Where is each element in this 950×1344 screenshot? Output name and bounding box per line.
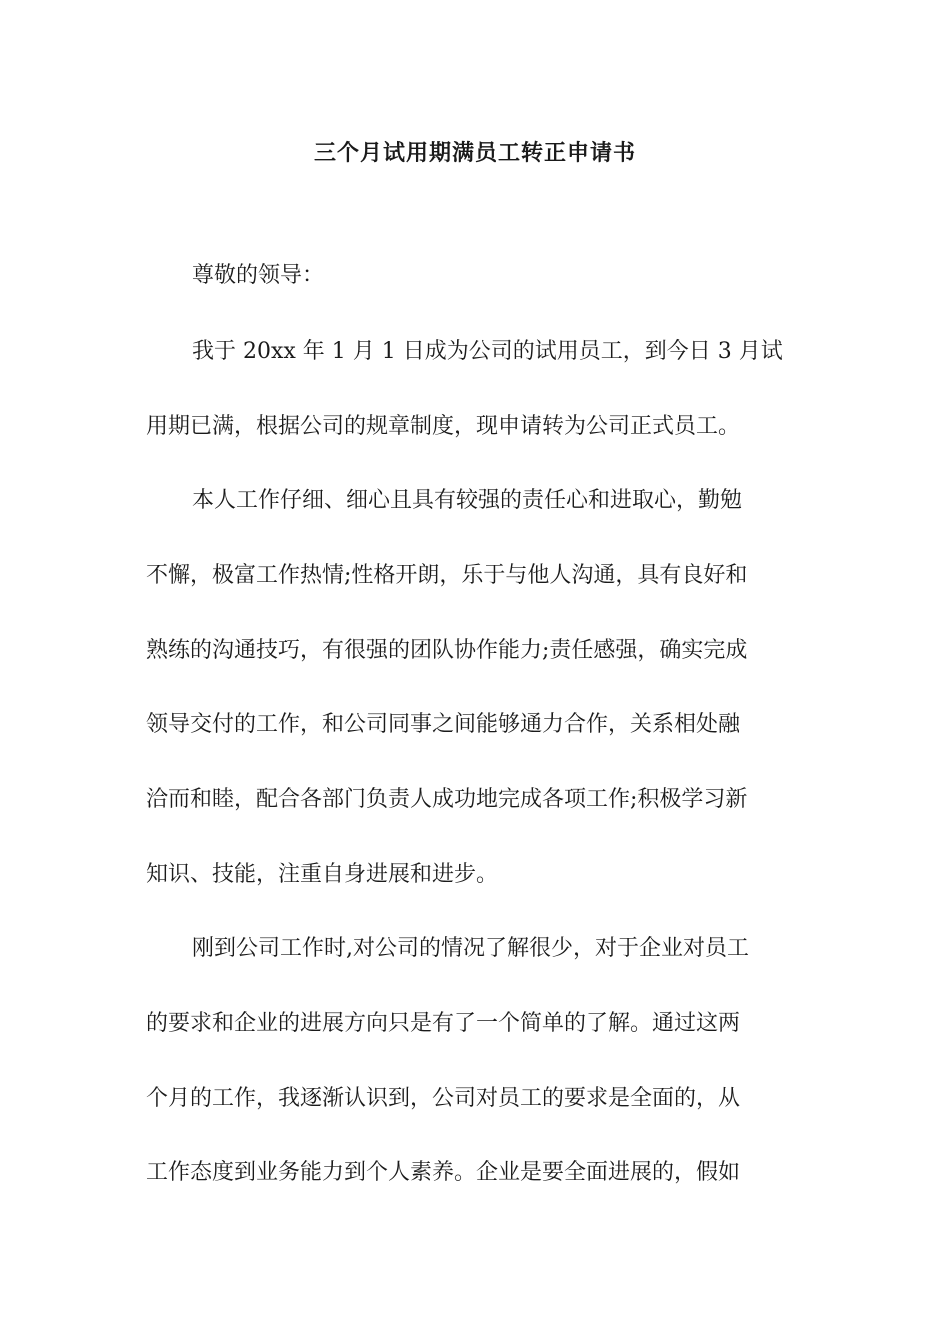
- salutation: 尊敬的领导：: [192, 263, 325, 288]
- paragraph-2-line-4: 领导交付的工作，和公司同事之间能够通力合作，关系相处融: [146, 712, 741, 737]
- paragraph-2-line-1: 本人工作仔细、细心且具有较强的责任心和进取心，勤勉: [192, 488, 743, 513]
- paragraph-3-line-3: 个月的工作，我逐渐认识到，公司对员工的要求是全面的，从: [146, 1086, 741, 1111]
- paragraph-2-line-3: 熟练的沟通技巧，有很强的团队协作能力;责任感强，确实完成: [146, 638, 748, 663]
- paragraph-1-line-1: 我于 20xx 年 1 月 1 日成为公司的试用员工，到今日 3 月试: [192, 339, 783, 364]
- paragraph-1-line-2: 用期已满，根据公司的规章制度，现申请转为公司正式员工。: [146, 414, 741, 439]
- document-title: 三个月试用期满员工转正申请书: [313, 140, 636, 166]
- paragraph-3-line-2: 的要求和企业的进展方向只是有了一个简单的了解。通过这两: [146, 1011, 741, 1036]
- paragraph-2-line-2: 不懈，极富工作热情;性格开朗，乐于与他人沟通，具有良好和: [146, 563, 748, 588]
- paragraph-2-line-6: 知识、技能，注重自身进展和进步。: [146, 862, 499, 887]
- paragraph-3-line-1: 刚到公司工作时,对公司的情况了解很少，对于企业对员工: [192, 936, 749, 961]
- paragraph-3-line-4: 工作态度到业务能力到个人素养。企业是要全面进展的，假如: [146, 1160, 741, 1185]
- document-body: [146, 0, 808, 1344]
- paragraph-2-line-5: 洽而和睦，配合各部门负责人成功地完成各项工作;积极学习新: [146, 787, 748, 812]
